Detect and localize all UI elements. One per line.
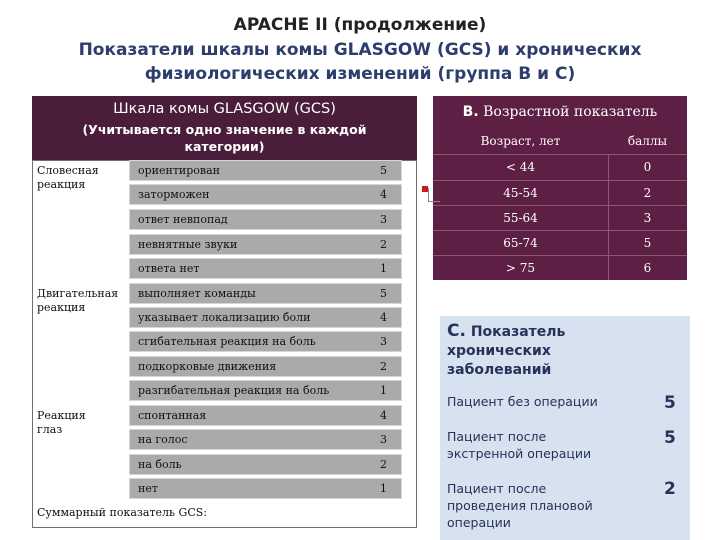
- age-title-text: Возрастной показатель: [483, 104, 658, 120]
- chronic-title-letter: С.: [447, 321, 466, 341]
- gcs-subheading-line2: категории): [184, 139, 265, 154]
- chronic-item-line: Пациент без операции: [447, 394, 598, 409]
- chronic-item-line: Пациент после: [447, 481, 547, 496]
- gcs-row-score: 3: [380, 335, 387, 348]
- gcs-row-score: 4: [380, 311, 387, 324]
- gcs-row: [129, 429, 402, 450]
- gcs-row-score: 3: [380, 433, 387, 446]
- gcs-category-eyes: [37, 409, 86, 437]
- gcs-row: [129, 258, 402, 279]
- chronic-title-line2: хронических: [447, 343, 551, 359]
- gcs-row-label: выполняет команды: [138, 287, 256, 300]
- gcs-category-verbal: [37, 164, 99, 192]
- table-divider: [433, 154, 687, 155]
- gcs-row-score: 2: [380, 458, 387, 471]
- gcs-row-label: ориентирован: [138, 164, 221, 177]
- age-points: 5: [643, 236, 652, 250]
- gcs-row: [129, 234, 402, 255]
- chronic-item-line: операции: [447, 515, 511, 530]
- gcs-row: [129, 478, 402, 499]
- age-range: < 44: [505, 160, 536, 174]
- category-name-line1: Словесная: [37, 164, 99, 177]
- category-name-line2: реакция: [37, 178, 86, 191]
- connector-line: [428, 201, 440, 202]
- gcs-row-label: на голос: [138, 433, 188, 446]
- gcs-row: [129, 209, 402, 230]
- gcs-row-score: 5: [380, 164, 387, 177]
- gcs-header: [32, 96, 417, 160]
- chronic-item-line: проведения плановой: [447, 498, 593, 513]
- gcs-row: [129, 283, 402, 304]
- gcs-row: [129, 307, 402, 328]
- gcs-row-score: 1: [380, 482, 387, 495]
- slide-title-line2: Показатели шкалы комы GLASGOW (GCS) и хронических: [78, 40, 642, 60]
- chronic-title-line1: Показатель: [470, 324, 566, 340]
- gcs-row-label: невнятные звуки: [138, 238, 238, 251]
- points-column-header: баллы: [627, 134, 668, 148]
- chronic-item-score: 5: [664, 428, 676, 448]
- chronic-item: [447, 428, 591, 462]
- gcs-row-label: разгибательная реакция на боль: [138, 384, 330, 397]
- table-divider: [433, 230, 687, 231]
- gcs-row-label: нет: [138, 482, 158, 495]
- age-range: > 75: [505, 261, 536, 275]
- table-divider: [433, 180, 687, 181]
- gcs-row-label: спонтанная: [138, 409, 207, 422]
- age-points: 6: [643, 261, 652, 275]
- gcs-subheading-line1: (Учитывается одно значение в каждой: [82, 122, 367, 137]
- chronic-score-title: [447, 322, 565, 380]
- gcs-row-score: 3: [380, 213, 387, 226]
- gcs-row-label: ответа нет: [138, 262, 200, 275]
- chronic-item-line: экстренной операции: [447, 446, 592, 461]
- gcs-total-label: Суммарный показатель GCS:: [37, 506, 207, 519]
- category-name-line2: реакция: [37, 301, 86, 314]
- gcs-row-score: 2: [380, 238, 387, 251]
- age-points: 3: [643, 211, 652, 225]
- gcs-row: [129, 160, 402, 181]
- age-range: 55-64: [503, 211, 538, 225]
- gcs-row-label: на боль: [138, 458, 182, 471]
- table-divider: [433, 205, 687, 206]
- gcs-row: [129, 454, 402, 475]
- gcs-row-label: ответ невпопад: [138, 213, 228, 226]
- gcs-row: [129, 380, 402, 401]
- chronic-item-score: 2: [664, 479, 676, 499]
- age-title-letter: B.: [462, 104, 479, 120]
- age-range: 45-54: [503, 186, 538, 200]
- slide-title-line1: APACHE II (продолжение): [233, 15, 487, 35]
- chronic-item: [447, 393, 598, 410]
- slide-title-line3: физиологических изменений (группа B и C): [144, 64, 576, 84]
- chronic-item-score: 5: [664, 393, 676, 413]
- age-range: 65-74: [503, 236, 538, 250]
- gcs-row: [129, 331, 402, 352]
- category-name-line2: глаз: [37, 423, 63, 436]
- gcs-row-score: 1: [380, 384, 387, 397]
- gcs-row-score: 1: [380, 262, 387, 275]
- category-name-line1: Двигательная: [37, 287, 119, 300]
- gcs-row: [129, 356, 402, 377]
- gcs-category-motor: [37, 287, 118, 315]
- gcs-row-score: 2: [380, 360, 387, 373]
- table-divider: [433, 255, 687, 256]
- gcs-row-score: 4: [380, 409, 387, 422]
- gcs-row-label: указывает локализацию боли: [138, 311, 311, 324]
- gcs-heading: Шкала комы GLASGOW (GCS): [113, 101, 336, 117]
- age-score-title: [433, 104, 687, 120]
- connector-line: [428, 188, 429, 202]
- chronic-item-line: Пациент после: [447, 429, 547, 444]
- gcs-subheading: [32, 121, 417, 155]
- age-column-header: Возраст, лет: [480, 134, 561, 148]
- category-name-line1: Реакция: [37, 409, 86, 422]
- gcs-row-score: 4: [380, 188, 387, 201]
- gcs-row-score: 5: [380, 287, 387, 300]
- chronic-title-line3: заболеваний: [447, 362, 552, 378]
- age-points: 2: [643, 186, 652, 200]
- chronic-item: [447, 480, 593, 531]
- age-points: 0: [643, 160, 652, 174]
- gcs-row: [129, 405, 402, 426]
- gcs-row-label: заторможен: [138, 188, 210, 201]
- gcs-row: [129, 184, 402, 205]
- gcs-row-label: сгибательная реакция на боль: [138, 335, 316, 348]
- gcs-row-label: подкорковые движения: [138, 360, 277, 373]
